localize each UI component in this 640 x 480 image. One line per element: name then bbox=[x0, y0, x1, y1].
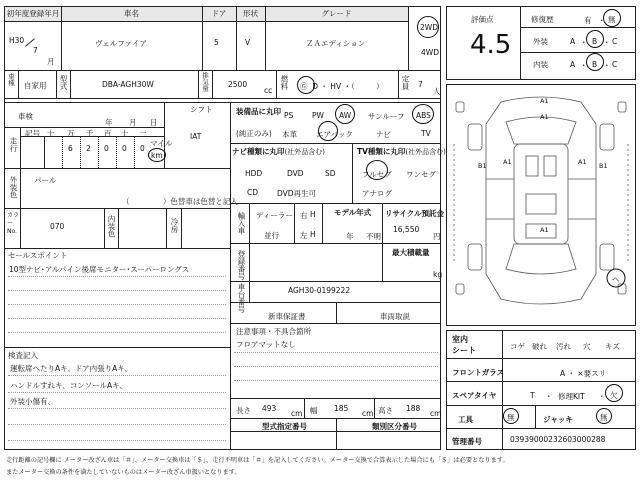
tv-analog: アナログ bbox=[362, 189, 392, 198]
navi-label: ナビ種類に丸印(社外品含む) bbox=[232, 147, 325, 156]
jack-label: ジャッキ bbox=[543, 415, 573, 424]
mileage-unit-km: km bbox=[151, 151, 163, 160]
inspector-label: 検査記入 bbox=[8, 351, 38, 360]
shift-value: IAT bbox=[190, 132, 202, 141]
month-value: 7 bbox=[33, 46, 38, 55]
diagram-label-b1-left: B1 bbox=[478, 162, 487, 170]
seat-label: 室内 シート bbox=[452, 335, 476, 355]
exterior-color-note: （ ）色替車は色替と記入 bbox=[122, 197, 238, 206]
inspection-day: 日 bbox=[150, 118, 158, 127]
capacity-label: 定員 bbox=[401, 75, 410, 90]
chassis-value: AGH30-0199222 bbox=[288, 286, 351, 295]
diagram-label-a1-rear: A1 bbox=[540, 226, 549, 234]
car-name-header: 車名 bbox=[61, 7, 202, 22]
seat-opt-burn: コゲ bbox=[510, 342, 525, 351]
exterior-color-label: 外装色 bbox=[9, 176, 18, 199]
auction-sheet: 初年度登録年月 車名 ドア 形状 グレード H30 7 月 ヴェルファイア 5 V ＺＡエディション 2WD 4WD 車種 自家用 型式 DBA-AGH30W 排気量 2500 cc 燃料 Ⓖ D ・ HV ・（ ） 定員 7 人 車検 年 月 日 シフト IAT 走行 記号 十 万 千 百 十 一 6 2 0 0 0 マイル km 外装色 パール （ ）色替車は色替と記入 カラーNo. 070 内装色 冷房 セールスポイント 10型ナビ･アルパイン後席モニター･スーパーロングス 検査記入 運転席へたりAキ、ドア内張りAキ、 ハンドルすれキ、コンソールAキ、 外装小傷有、 装備品に丸印 (純正のみ) PS PW AW サンルーフ ABS 本革 エアバック ナビ TV ナビ種類に丸印(社外品含む) TV種類に丸印(社外品含む) HDD DVD SD CD DVD再生可 フルセグ ワンセグ アナログ 輸入車 ディーラー 並行 右 H 左 H モデル年式 年 不明 リサイクル預託金 16,550 円 登録番号 最大積載量 kg 車台番号 AGH30-0199222 新車保証書 車両取説 注意事項・不具合箇所 フロアマットなし 長さ 493 cm 幅 185 cm 高さ 188 cm 型式指定番号 類別区分番号 評価点 4.5 修復歴 有 ・ 無 外装 A ・ B ・ C 内装 A ・ B ・ C A1 B1 A1 B1 A1 A1 A1 ヘ 室内 シート コゲ 破れ 汚れ 穴 キズ フロントガラス A ・ ×要スリ スペアタイヤ T ・ 修理KIT ・ 欠 工具 無 ジャッキ 無 管理番号 03939000232603000288 走行距離の記号欄に メーター改ざん車は「＃」、メーター交換車は「＄」、走行不明車は「＃」を記入してください。メーター交換で合算表示した場合にも「＄」は必要となります。 またメーター交換の条件を満たしていないものはメーター改ざん車扱いとなります。 bbox=[0, 0, 640, 480]
model-label: 型式 bbox=[59, 75, 68, 90]
equip-leather: 本革 bbox=[282, 130, 297, 139]
equip-ps: PS bbox=[284, 111, 294, 120]
import-right-h: H bbox=[310, 210, 316, 219]
int-grade-c: C bbox=[612, 60, 618, 69]
new-car-warranty: 新車保証書 bbox=[268, 312, 306, 321]
drive-2wd: 2WD bbox=[420, 23, 438, 32]
equip-pw: PW bbox=[312, 111, 324, 120]
length-label: 長さ bbox=[236, 406, 251, 415]
model-year-year: 年 bbox=[346, 232, 354, 241]
chassis-label: 車台番号 bbox=[237, 283, 246, 313]
inspector-line-3: 外装小傷有、 bbox=[10, 397, 55, 406]
diagram-damage-mark: ヘ bbox=[612, 275, 620, 284]
reg-year-header: 初年度登録年月 bbox=[5, 7, 61, 22]
equipment-note: (純正のみ) bbox=[236, 129, 272, 138]
spare-t: T bbox=[530, 391, 535, 400]
tools-value: 無 bbox=[507, 413, 515, 422]
inspection-label: 車検 bbox=[18, 112, 33, 121]
model-year-label: モデル年式 bbox=[334, 208, 372, 217]
mileage-label: 走行 bbox=[9, 137, 18, 152]
inspection-year: 年 bbox=[105, 118, 113, 127]
height-label: 高さ bbox=[378, 406, 393, 415]
sales-point-label: セールスポイント bbox=[8, 251, 68, 260]
spare-none: 欠 bbox=[610, 391, 618, 400]
model-year-unknown: 不明 bbox=[366, 232, 381, 241]
inspector-line-1: 運転席へたりAキ、ドア内張りAキ、 bbox=[10, 364, 132, 373]
equip-navi: ナビ bbox=[376, 130, 391, 139]
diagram-label-a1-front: A1 bbox=[540, 113, 549, 121]
spare-kit: 修理KIT bbox=[558, 392, 585, 401]
interior-color-label: 内装色 bbox=[107, 215, 116, 238]
repair-no: 無 bbox=[608, 15, 616, 24]
recycle-unit: 円 bbox=[433, 232, 441, 241]
diagram-label-b1-right: B1 bbox=[599, 162, 608, 170]
height-unit: cm bbox=[430, 409, 442, 418]
grade-value: ＺＡエディション bbox=[306, 39, 366, 48]
diagram-label-a1-right: A1 bbox=[578, 158, 587, 166]
windshield-label: フロントガラス bbox=[452, 368, 505, 377]
caution-text: フロアマットなし bbox=[236, 340, 296, 349]
type-designation-label: 型式指定番号 bbox=[262, 422, 307, 431]
manage-no-label: 管理番号 bbox=[452, 437, 482, 446]
equip-aw: AW bbox=[339, 111, 352, 120]
max-load-unit: kg bbox=[433, 270, 443, 279]
import-left: 左 bbox=[300, 231, 308, 240]
import-dealer: ディーラー bbox=[256, 211, 293, 220]
recycle-label: リサイクル預託金 bbox=[385, 209, 444, 218]
year-value: H30 bbox=[9, 36, 25, 45]
grade-header: グレード bbox=[265, 7, 408, 22]
ext-grade-b: B bbox=[592, 37, 598, 46]
mileage-unit-mile: マイル bbox=[150, 139, 173, 148]
color-no-label: カラーNo. bbox=[7, 212, 20, 235]
windshield-options: A ・ ×要スリ bbox=[560, 369, 607, 378]
caution-label: 注意事項・不具合箇所 bbox=[236, 327, 311, 336]
seat-opt-dirt: 汚れ bbox=[556, 342, 571, 351]
drive-4wd: 4WD bbox=[421, 48, 439, 57]
height-value: 188 bbox=[406, 404, 421, 413]
capacity-unit: 人 bbox=[433, 87, 441, 96]
footer-line-1: 走行距離の記号欄に メーター改ざん車は「＃」、メーター交換車は「＄」、走行不明車は「＃」を記入してください。メーター交換で合算表示した場合にも「＄」は必要となります。 bbox=[6, 457, 509, 464]
inspector-line-2: ハンドルすれキ、コンソールAキ、 bbox=[10, 381, 127, 390]
exterior-grade-label: 外装 bbox=[533, 37, 548, 46]
equipment-label: 装備品に丸印 bbox=[236, 107, 281, 116]
equip-abs: ABS bbox=[416, 111, 431, 120]
navi-cd: CD bbox=[247, 188, 259, 197]
length-unit: cm bbox=[291, 409, 303, 418]
int-grade-a: A bbox=[570, 60, 576, 69]
mileage-digit-1: 6 bbox=[68, 144, 73, 153]
score-label: 評価点 bbox=[471, 15, 494, 24]
length-value: 493 bbox=[262, 404, 277, 413]
tv-label: TV種類に丸印(社外品含む) bbox=[357, 147, 446, 156]
repair-yes: 有 bbox=[584, 16, 592, 25]
repair-label: 修復歴 bbox=[531, 15, 554, 24]
diagram-label-a1-center: A1 bbox=[503, 158, 512, 166]
use-label: 車種 bbox=[7, 73, 15, 86]
use-value: 自家用 bbox=[24, 81, 47, 90]
int-grade-b: B bbox=[592, 60, 598, 69]
score-value: 4.5 bbox=[470, 30, 512, 60]
spare-tire-label: スペアタイヤ bbox=[452, 391, 497, 400]
reg-no-label: 登録番号 bbox=[237, 250, 246, 280]
width-value: 185 bbox=[334, 404, 349, 413]
seat-opt-scratch: キズ bbox=[605, 342, 620, 351]
navi-sd: SD bbox=[325, 169, 336, 178]
displacement-label: 排気量 bbox=[201, 72, 209, 92]
fuel-label: 燃料 bbox=[280, 75, 289, 90]
equip-airbag: エアバック bbox=[316, 130, 353, 139]
shift-label: シフト bbox=[190, 105, 213, 114]
color-no-value: 070 bbox=[50, 222, 65, 231]
door-header: ドア bbox=[202, 7, 236, 22]
class-number-label: 類別区分番号 bbox=[372, 422, 417, 431]
mileage-digit-2: 2 bbox=[86, 144, 91, 153]
manage-no-value: 03939000232603000288 bbox=[510, 435, 606, 444]
tv-oneseg: ワンセグ bbox=[406, 170, 436, 179]
sales-point-text: 10型ナビ･アルパイン後席モニター･スーパーロングス bbox=[9, 265, 190, 274]
import-label: 輸入車 bbox=[237, 212, 246, 235]
equip-tv: TV bbox=[421, 129, 431, 138]
navi-dvd-play: DVD再生可 bbox=[277, 189, 317, 198]
width-label: 幅 bbox=[310, 406, 318, 415]
interior-grade-label: 内装 bbox=[533, 60, 548, 69]
ac-label: 冷房 bbox=[170, 218, 179, 233]
doors-value: 5 bbox=[214, 38, 219, 47]
displacement-value: 2500 bbox=[228, 80, 248, 89]
tv-fullseg: フルセグ bbox=[362, 170, 392, 179]
navi-hdd: HDD bbox=[245, 169, 263, 178]
mileage-units: 記号 十 万 千 百 十 一 bbox=[25, 129, 147, 138]
inspection-month: 月 bbox=[129, 118, 137, 127]
footer-line-2: またメーター交換の条件を満たしていないものはメーター改ざん車扱いとなります。 bbox=[6, 469, 241, 476]
import-left-h: H bbox=[310, 230, 316, 239]
import-parallel: 並行 bbox=[264, 231, 279, 240]
tools-label: 工具 bbox=[458, 415, 473, 424]
shape-header: 形状 bbox=[236, 7, 265, 22]
mileage-digit-5: 0 bbox=[140, 144, 145, 153]
width-unit: cm bbox=[362, 409, 374, 418]
import-right: 右 bbox=[300, 211, 308, 220]
mileage-digit-4: 0 bbox=[122, 144, 127, 153]
seat-opt-hole: 穴 bbox=[583, 342, 591, 351]
recycle-value: 16,550 bbox=[393, 225, 420, 234]
jack-value: 無 bbox=[600, 413, 608, 422]
car-name-value: ヴェルファイア bbox=[95, 39, 147, 48]
model-value: DBA-AGH30W bbox=[102, 80, 154, 89]
equip-sunroof: サンルーフ bbox=[368, 112, 405, 121]
diagram-label-a1-top: A1 bbox=[540, 97, 549, 105]
capacity-value: 7 bbox=[418, 80, 423, 89]
vehicle-manual: 車両取説 bbox=[380, 312, 410, 321]
displacement-unit: cc bbox=[264, 86, 273, 95]
navi-dvd: DVD bbox=[287, 169, 304, 178]
ext-grade-a: A bbox=[570, 37, 576, 46]
month-suffix: 月 bbox=[47, 57, 55, 66]
mileage-digit-3: 0 bbox=[104, 144, 109, 153]
fuel-options: Ⓖ D ・ HV ・（ ） bbox=[300, 82, 384, 91]
shape-value: V bbox=[245, 38, 251, 47]
max-load-label: 最大積載量 bbox=[392, 248, 430, 257]
exterior-color-value: パール bbox=[34, 176, 57, 185]
ext-grade-c: C bbox=[612, 37, 618, 46]
seat-opt-tear: 破れ bbox=[532, 342, 547, 351]
